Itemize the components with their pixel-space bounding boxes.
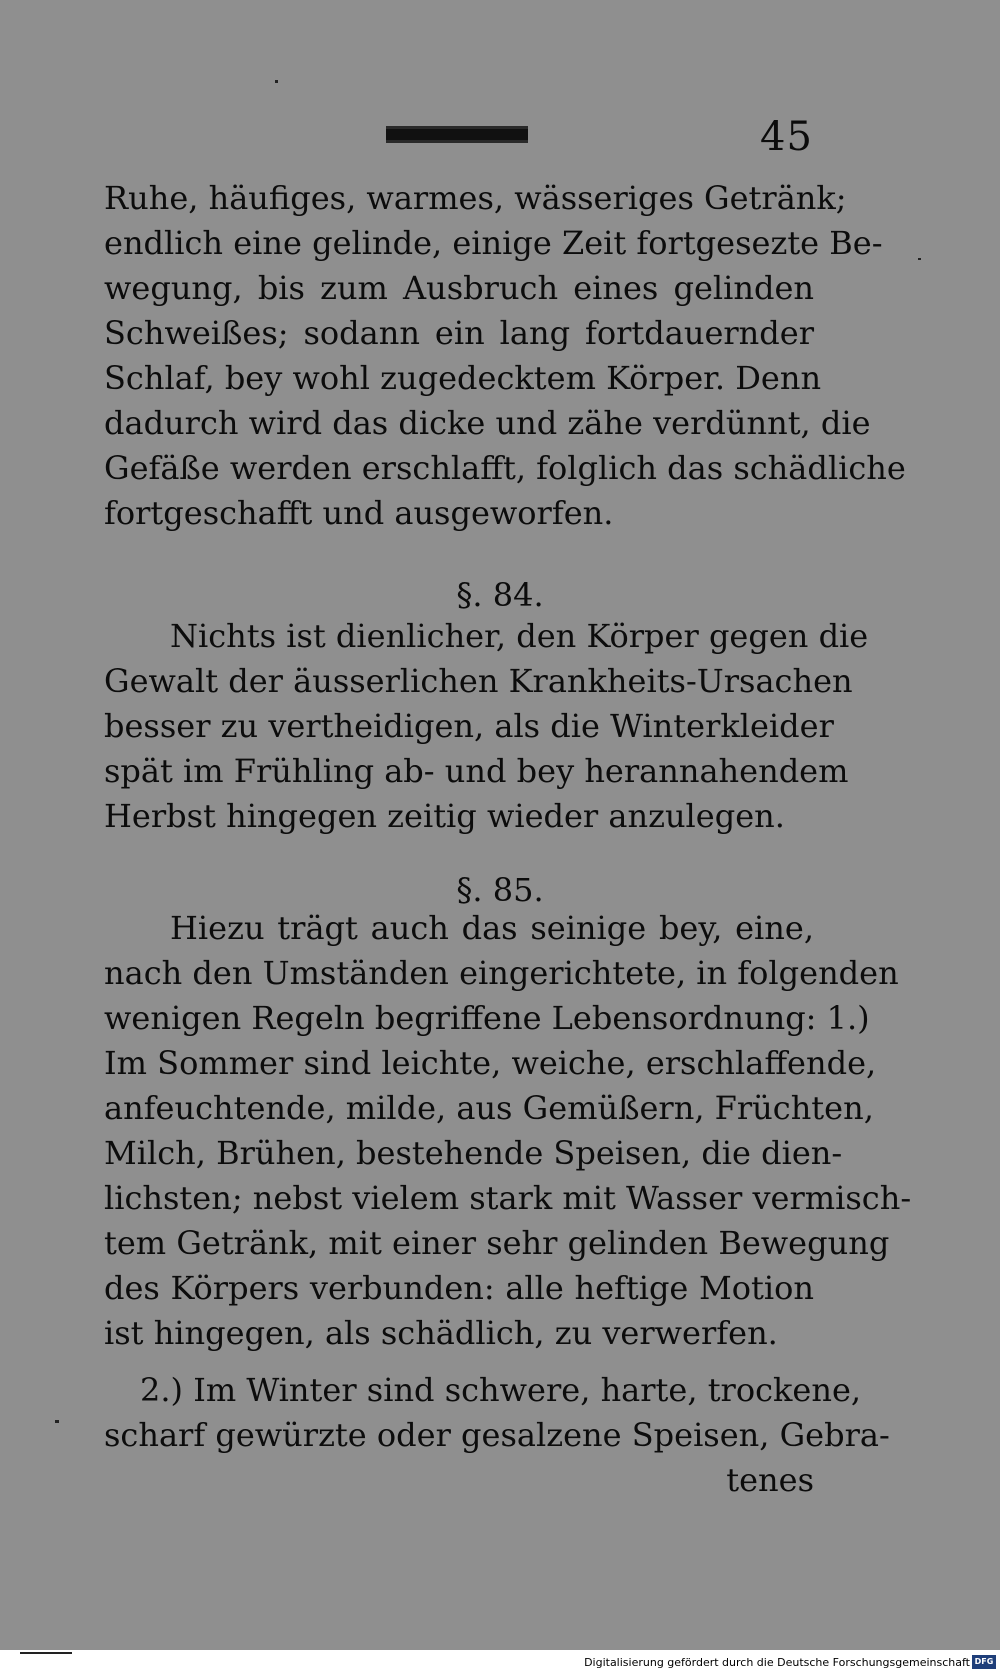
text-line: Ruhe, häufiges, warmes, wässeriges Getränk; (104, 179, 847, 217)
text-line: Im Sommer sind leichte, weiche, erschlaffende, (104, 1044, 877, 1082)
text-line: endlich eine gelinde, einige Zeit fortgesezte Be- (104, 224, 883, 262)
text-line: spät im Frühling ab- und bey herannahendem (104, 752, 849, 790)
text-line: 2.) Im Winter sind schwere, harte, trockene, (140, 1371, 862, 1409)
section-84-paragraph (104, 614, 869, 839)
scan-speck (275, 80, 278, 83)
footer-credit: Digitalisierung gefördert durch die Deutsche Forschungsgemeinschaft (584, 1656, 970, 1669)
header-ornament-rule (386, 126, 528, 143)
dfg-logo-icon: DFG (972, 1655, 996, 1669)
text-line: Milch, Brühen, bestehende Speisen, die dien- (104, 1134, 843, 1172)
text-line: Gewalt der äusserlichen Krankheits-Ursachen (104, 662, 853, 700)
scan-speck (918, 258, 921, 260)
text-line: Nichts ist dienlicher, den Körper gegen die (170, 617, 869, 655)
text-line: lichsten; nebst vielem stark mit Wasser vermisch- (104, 1179, 912, 1217)
section-85-paragraph (104, 906, 912, 1356)
section-85-heading: §. 85. (456, 871, 544, 909)
section-84-heading: §. 84. (456, 576, 544, 614)
text-line: des Körpers verbunden: alle heftige Motion (104, 1269, 814, 1307)
text-line: scharf gewürzte oder gesalzene Speisen, Gebra- (104, 1416, 890, 1454)
text-line: tem Getränk, mit einer sehr gelinden Bewegung (104, 1224, 890, 1262)
text-line: Schweißes; sodann ein lang fortdauernder (104, 314, 814, 352)
text-line: dadurch wird das dicke und zähe verdünnt, die (104, 404, 871, 442)
text-line: nach den Umständen eingerichtete, in folgenden (104, 954, 899, 992)
text-line: Herbst hingegen zeitig wieder anzulegen. (104, 797, 785, 835)
text-line: anfeuchtende, milde, aus Gemüßern, Früchten, (104, 1089, 874, 1127)
text-line: Schlaf, bey wohl zugedecktem Körper. Denn (104, 359, 822, 397)
footer-rule (20, 1652, 72, 1654)
text-line: wegung, bis zum Ausbruch eines gelinden (104, 269, 814, 307)
paragraph-1 (104, 176, 906, 536)
text-line: Gefäße werden erschlafft, folglich das schädliche (104, 449, 906, 487)
text-line: besser zu vertheidigen, als die Winterkleider (104, 707, 834, 745)
text-line: wenigen Regeln begriffene Lebensordnung: 1.) (104, 999, 870, 1037)
text-line: ist hingegen, als schädlich, zu verwerfen. (104, 1314, 778, 1352)
section-85-paragraph-2 (104, 1368, 890, 1503)
text-line: fortgeschafft und ausgeworfen. (104, 494, 614, 532)
text-line: Hiezu trägt auch das seinige bey, eine, (170, 909, 814, 947)
catchword: tenes (726, 1461, 814, 1499)
page-number: 45 (760, 114, 813, 160)
scan-speck (55, 1420, 59, 1423)
